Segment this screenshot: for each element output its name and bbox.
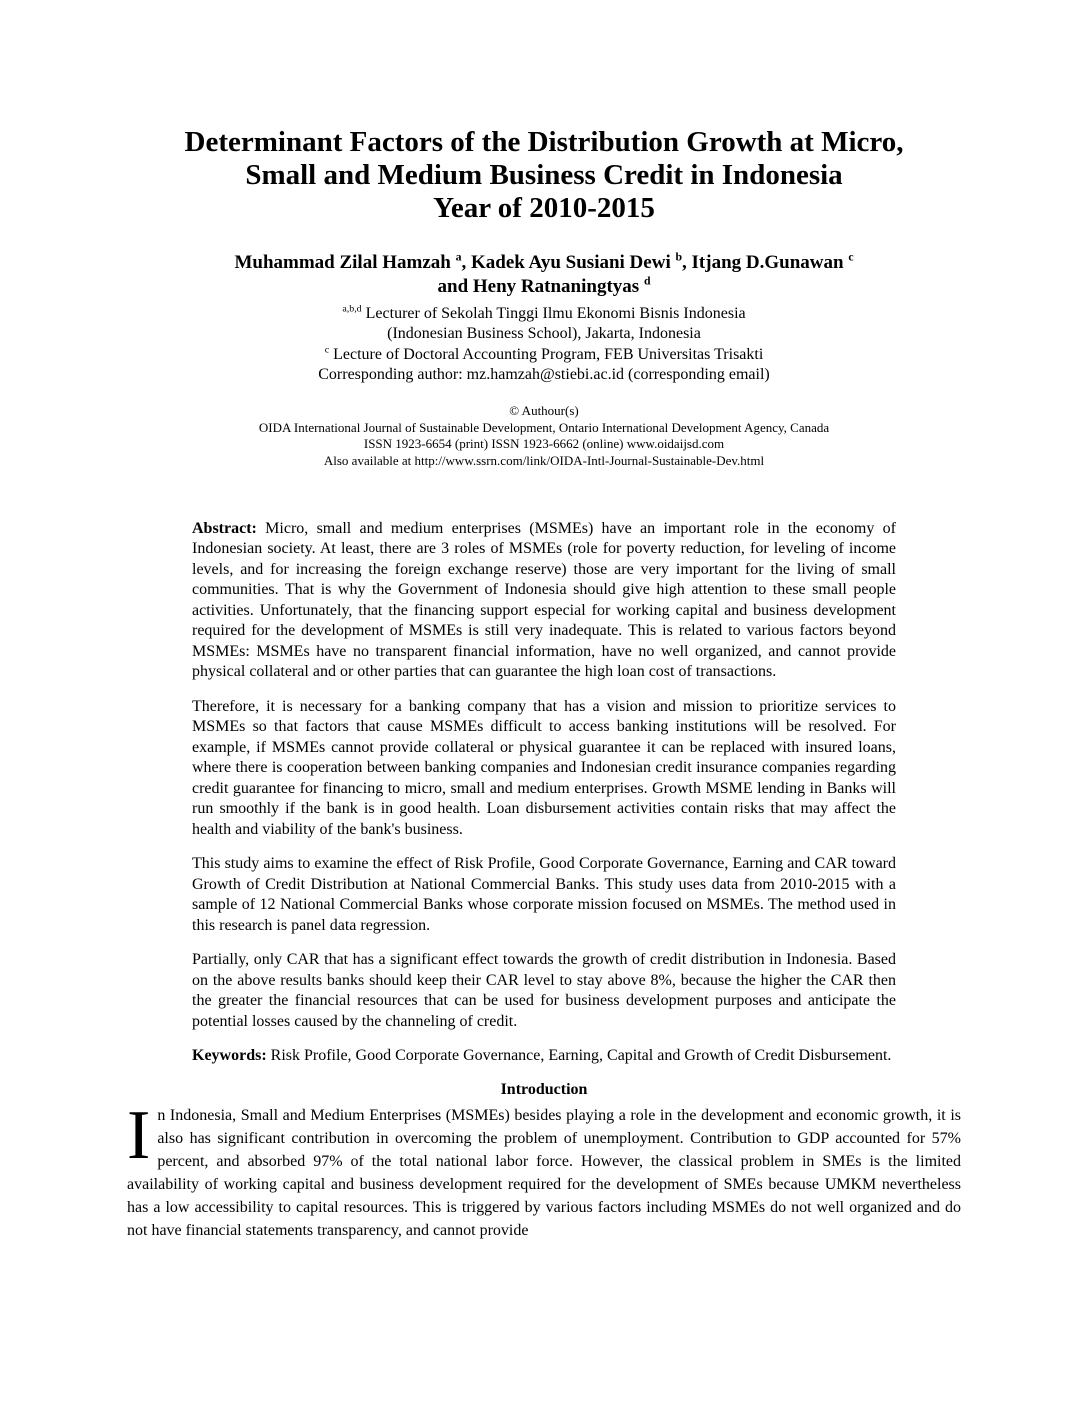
introduction-paragraph [127, 1096, 961, 1242]
abstract-paragraph-1: Abstract: Micro, small and medium enterprises (MSMEs) have an important role in the economy of Indonesian society. At least, there are 3 roles of MSMEs (role for poverty reduction, for leveling of income levels, and for increasing the foreign exchange reserve) those are very important for the living of small communities. That is why the Government of Indonesia should give high attention to these small people activities. Unfortunately, that the financing support especial for working capital and business development required for the development of MSMEs is still very inadequate. This is related to various factors beyond MSMEs: MSMEs have no transparent financial information, have no well organized, and cannot provide physical collateral and or other parties that can guarantee the high loan cost of transactions. [192, 519, 896, 681]
abstract-section [192, 519, 896, 1099]
title-line-1: Determinant Factors of the Distribution Growth at Micro, [184, 126, 904, 158]
affiliations-block [0, 304, 1088, 385]
introduction-section [127, 1096, 961, 1242]
issn-line: ISSN 1923-6654 (print) ISSN 1923-6662 (online) www.oidaijsd.com [363, 436, 725, 452]
abstract-paragraph-3: This study aims to examine the effect of Risk Profile, Good Corporate Governance, Earning and CAR toward Growth of Credit Distribution at National Commercial Banks. This study uses data from 2010-2015 with a sample of 12 National Commercial Banks whose corporate mission focused on MSMEs. The method used in this research is panel data regression. [192, 855, 896, 934]
abstract-paragraph-2: Therefore, it is necessary for a banking company that has a vision and mission to prioritize services to MSMEs so that factors that cause MSMEs difficult to access banking institutions will be resolved. For example, if MSMEs cannot provide collateral or physical guarantee it can be replaced with insured loans, where there is cooperation between banking companies and Indonesian credit insurance companies regarding credit guarantee for financing to micro, small and medium enterprises. Growth MSME lending in Banks will run smoothly if the bank is in good health. Loan disbursement activities contain risks that may affect the health and viability of the bank's business. [192, 697, 896, 838]
affiliation-line-2: (Indonesian Business School), Jakarta, Indonesia [387, 325, 701, 343]
introduction-heading: Introduction [500, 1080, 588, 1098]
authors-line-2: and Heny Ratnaningtyas $^d$ [437, 274, 651, 298]
title-line-2: Small and Medium Business Credit in Indonesia [245, 158, 843, 191]
drop-cap: I [127, 1096, 151, 1174]
paper-title [60, 126, 1028, 224]
affiliation-line-1: $^{a,b,d}$ Lecturer of Sekolah Tinggi Ilmu Ekonomi Bisnis Indonesia [342, 303, 746, 323]
abstract-paragraph-4: Partially, only CAR that has a significant effect towards the growth of credit distribution in Indonesia. Based on the above results banks should keep their CAR level to stay above 8%, because the higher the CAR then the greater the financial resources that can be used for business development purposes and anticipate the potential losses caused by the channeling of credit. [192, 951, 896, 1030]
copyright-block [0, 403, 1088, 469]
journal-line: OIDA International Journal of Sustainable Development, Ontario International Development Agency, Canada [258, 419, 830, 435]
keywords-paragraph: Keywords: Risk Profile, Good Corporate Governance, Earning, Capital and Growth of Credit Disbursement. [192, 1047, 892, 1065]
authors-block [0, 251, 1088, 299]
introduction-text: n Indonesia, Small and Medium Enterprises (MSMEs) besides playing a role in the development and economic growth, it is also has significant contribution in overcoming the problem of unemployment. Contribution to GDP accounted for 57% percent, and absorbed 97% of the total national labor force. However, the classical problem in SMEs is the limited availability of working capital and business development required for the development of SMEs because UMKM nevertheless has a low accessibility to capital resources. This is triggered by various factors including MSMEs do not well organized and do not have financial statements transparency, and cannot provide [127, 1106, 961, 1239]
authors-line-1: Muhammad Zilal Hamzah $^a$, Kadek Ayu Susiani Dewi $^b$, Itjang D.Gunawan $^c$ [234, 250, 854, 274]
title-line-3: Year of 2010-2015 [433, 191, 655, 224]
affiliation-line-3: $^c$ Lecture of Doctoral Accounting Program, FEB Universitas Trisakti [324, 344, 764, 363]
availability-line: Also available at http://www.ssrn.com/link/OIDA-Intl-Journal-Sustainable-Dev.html [323, 452, 765, 468]
copyright-line: © Authour(s) [509, 403, 579, 419]
corresponding-author-line: Corresponding author: mz.hamzah@stiebi.ac.id (corresponding email) [318, 366, 770, 384]
